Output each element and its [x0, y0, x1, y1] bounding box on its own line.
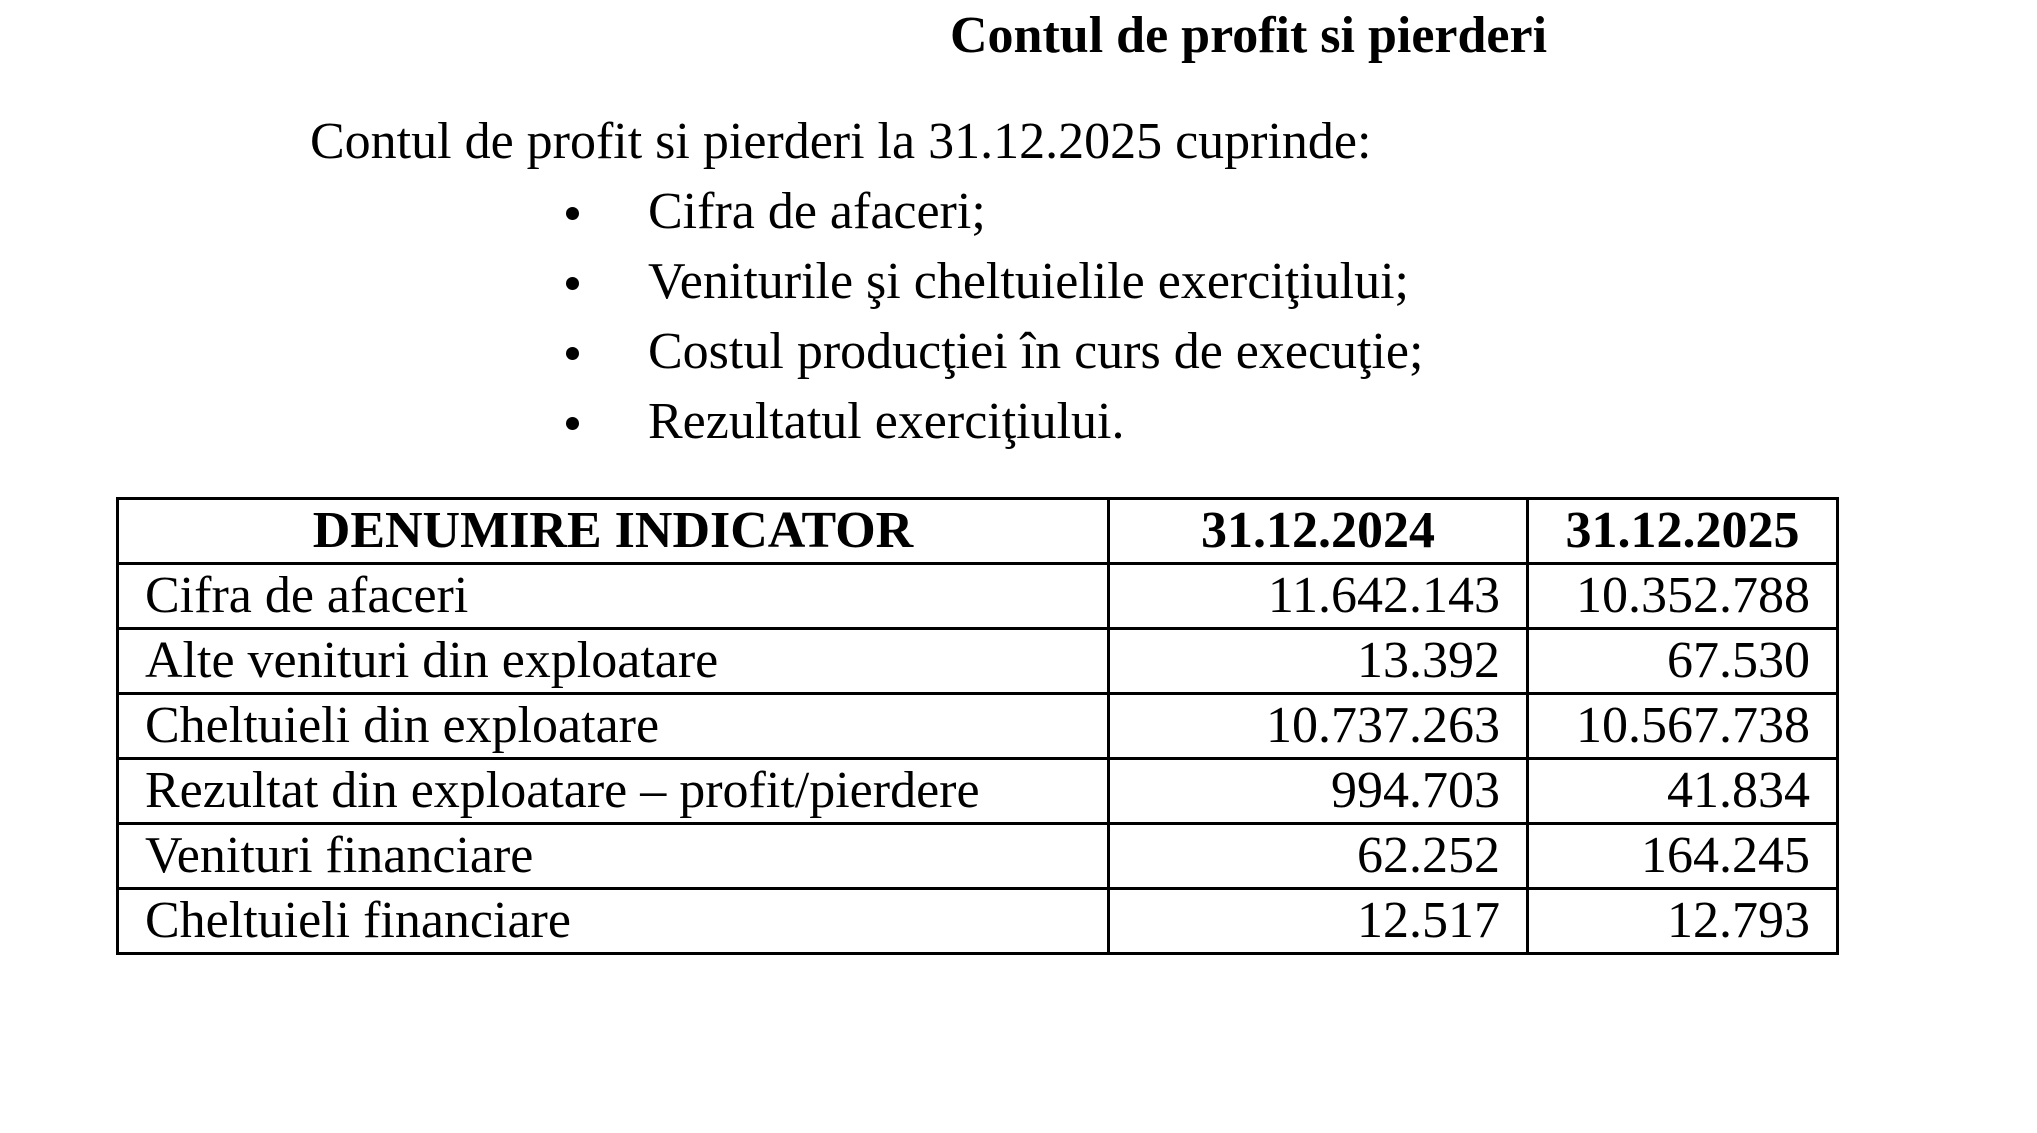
indicator-name: Cheltuieli financiare: [118, 889, 1109, 954]
table-header-row: [118, 499, 1838, 564]
list-item: [560, 320, 1423, 390]
value-2025: 67.530: [1528, 629, 1838, 694]
value-2025: 41.834: [1528, 759, 1838, 824]
bullet-icon: [566, 207, 579, 220]
value-2025: 12.793: [1528, 889, 1838, 954]
list-item: [560, 250, 1423, 320]
profit-loss-table: [116, 497, 1839, 955]
table-row: [118, 694, 1838, 759]
bullet-icon: [566, 277, 579, 290]
indicator-name: Rezultat din exploatare – profit/pierdere: [118, 759, 1109, 824]
value-2025: 10.567.738: [1528, 694, 1838, 759]
indicator-name: Alte venituri din exploatare: [118, 629, 1109, 694]
column-header-indicator: DENUMIRE INDICATOR: [118, 499, 1109, 564]
value-2025: 164.245: [1528, 824, 1838, 889]
value-2024: 994.703: [1109, 759, 1528, 824]
table-row: [118, 629, 1838, 694]
list-item-text: Cifra de afaceri;: [648, 183, 986, 240]
list-item-text: Costul producţiei în curs de execuţie;: [648, 323, 1424, 380]
indicator-name: Cheltuieli din exploatare: [118, 694, 1109, 759]
value-2024: 11.642.143: [1109, 564, 1528, 629]
list-item: [560, 390, 1423, 460]
bullet-list: [560, 180, 1423, 460]
table-row: [118, 889, 1838, 954]
table-row: [118, 564, 1838, 629]
list-item: [560, 180, 1423, 250]
value-2025: 10.352.788: [1528, 564, 1838, 629]
table-row: [118, 759, 1838, 824]
list-item-text: Veniturile şi cheltuielile exerciţiului;: [648, 253, 1409, 310]
page-title: Contul de profit si pierderi: [950, 7, 1548, 64]
bullet-icon: [566, 347, 579, 360]
column-header-2025: 31.12.2025: [1528, 499, 1838, 564]
value-2024: 62.252: [1109, 824, 1528, 889]
bullet-icon: [566, 417, 579, 430]
indicator-name: Cifra de afaceri: [118, 564, 1109, 629]
column-header-2024: 31.12.2024: [1109, 499, 1528, 564]
value-2024: 12.517: [1109, 889, 1528, 954]
table-row: [118, 824, 1838, 889]
value-2024: 10.737.263: [1109, 694, 1528, 759]
value-2024: 13.392: [1109, 629, 1528, 694]
list-item-text: Rezultatul exerciţiului.: [648, 393, 1125, 450]
intro-paragraph: Contul de profit si pierderi la 31.12.2025 cuprinde:: [310, 113, 1372, 170]
indicator-name: Venituri financiare: [118, 824, 1109, 889]
